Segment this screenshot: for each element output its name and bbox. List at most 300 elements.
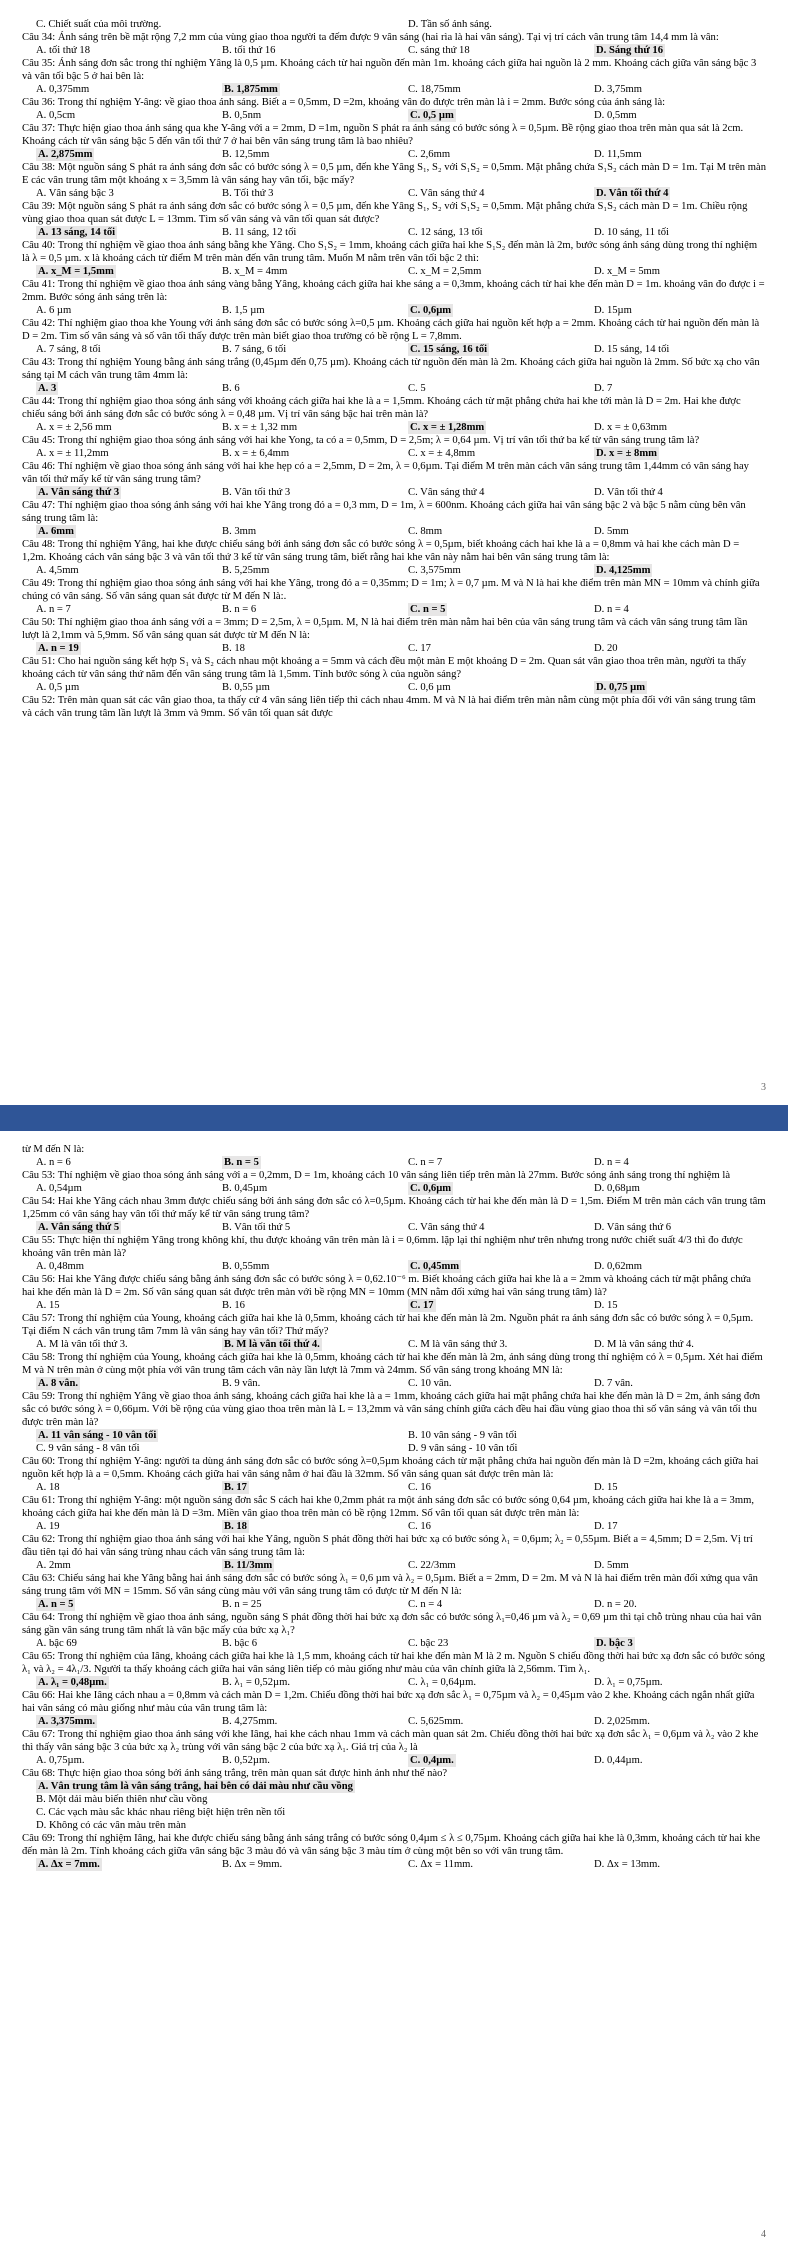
highlighted-answer: C. 0,6µm [410, 305, 452, 316]
highlighted-answer: D. 0,75 µm [596, 682, 646, 693]
highlighted-answer: A. Δx = 7mm. [38, 1859, 100, 1870]
option-text: A. 0,5 µm [36, 682, 80, 693]
answer-option [580, 187, 766, 200]
option-text: C. sáng thứ 18 [408, 45, 470, 56]
answer-options [22, 1598, 766, 1611]
answer-option-line [22, 1819, 766, 1832]
answer-options [22, 1442, 766, 1455]
answer-option [580, 1559, 766, 1572]
answer-option [394, 148, 580, 161]
answer-option [208, 1156, 394, 1169]
option-text: D. λ₁ = 0,75µm. [594, 1677, 663, 1688]
option-text: C. Các vạch màu sắc khác nhau riêng biệt hiện trên nền tối [36, 1807, 286, 1818]
answer-option [208, 1637, 394, 1650]
option-text: D. 15 sáng, 14 tối [594, 344, 670, 355]
answer-option [22, 109, 208, 122]
option-text: D. Vân sáng thứ 6 [594, 1222, 672, 1233]
answer-option [22, 1377, 208, 1390]
highlighted-answer: D. x = ± 8mm [596, 448, 657, 459]
option-text: B. 6 [222, 383, 240, 394]
answer-options [22, 603, 766, 616]
answer-options [22, 525, 766, 538]
answer-option [394, 187, 580, 200]
answer-option [22, 1481, 208, 1494]
highlighted-answer: C. 0,4µm. [410, 1755, 454, 1766]
answer-option [580, 44, 766, 57]
option-text: C. x_M = 2,5mm [408, 266, 482, 277]
answer-option [22, 1338, 208, 1351]
document-page-1 [0, 0, 788, 1105]
option-text: D. 7 [594, 383, 613, 394]
answer-option [394, 1338, 580, 1351]
answer-option [394, 1598, 580, 1611]
answer-option-line [22, 1780, 766, 1793]
question-text: Câu 68: Thực hiện giao thoa sóng bởi ánh sáng trắng, trên màn quan sát được hình ảnh như thế nào? [22, 1768, 448, 1779]
option-text: D. n = 4 [594, 1157, 629, 1168]
answer-option [22, 304, 208, 317]
option-text: B. 9 vân. [222, 1378, 261, 1389]
answer-option [394, 486, 580, 499]
page-separator [0, 1105, 788, 1131]
question-text: Câu 51: Cho hai nguồn sáng kết hợp S₁ và S₂ cách nhau một khoảng a = 5mm và cách đều một màn E một khoảng D = 2m. Quan sát vân giao thoa trên màn, người ta thấy khoảng cách từ vân sáng thứ năm đến vân sáng trung tâm là 1,5mm. Tính bước sóng λ của nguồn sáng? [22, 656, 747, 680]
answer-option [22, 343, 208, 356]
answer-option [22, 1676, 208, 1689]
option-text: A. Vân sáng bậc 3 [36, 188, 114, 199]
highlighted-answer: B. 1,875mm [224, 84, 278, 95]
highlighted-answer: C. 0,45mm [410, 1261, 460, 1272]
option-text: B. 0,55 µm [222, 682, 270, 693]
highlighted-answer: A. 11 vân sáng - 10 vân tối [38, 1430, 157, 1441]
answer-option [394, 1559, 580, 1572]
answer-option [580, 486, 766, 499]
answer-option [22, 1429, 394, 1442]
option-text: A. 2mm [36, 1560, 71, 1571]
option-text: B. tối thứ 16 [222, 45, 276, 56]
answer-option [580, 1520, 766, 1533]
highlighted-answer: B. n = 5 [224, 1157, 259, 1168]
option-text: B. 10 vân sáng - 9 vân tối [408, 1430, 517, 1441]
highlighted-answer: A. 6mm [38, 526, 74, 537]
option-text: B. 11 sáng, 12 tối [222, 227, 297, 238]
answer-option [22, 1559, 208, 1572]
option-text: D. 15 [594, 1300, 618, 1311]
answer-option [208, 642, 394, 655]
highlighted-answer: A. Vân sáng thứ 5 [38, 1222, 120, 1233]
question-text: Câu 37: Thực hiện giao thoa ánh sáng qua khe Y-âng với a = 2mm, D =1m, nguồn S phát ra ánh sáng có bước sóng λ = 0,5µm. Bề rộng giao thoa trên màn qua sát là 2cm. Khoảng cách từ vân sáng bậc 5 đến vân tối thứ 7 ở hai bên vân sáng trung tâm là bao nhiêu? [22, 123, 744, 147]
answer-option [22, 187, 208, 200]
answer-option [208, 1676, 394, 1689]
option-text: B. 3mm [222, 526, 257, 537]
answer-option [208, 1377, 394, 1390]
option-text: D. 17 [594, 1521, 618, 1532]
answer-option [208, 1715, 394, 1728]
answer-options [22, 148, 766, 161]
option-text: B. 5,25mm [222, 565, 270, 576]
option-text: C. bậc 23 [408, 1638, 449, 1649]
answer-option [208, 343, 394, 356]
answer-option [22, 1182, 208, 1195]
highlighted-answer: D. Vân tối thứ 4 [596, 188, 669, 199]
answer-options [22, 1377, 766, 1390]
answer-option [22, 603, 208, 616]
option-text: D. Δx = 13mm. [594, 1859, 661, 1870]
answer-option [208, 187, 394, 200]
answer-option [208, 265, 394, 278]
question-text: Câu 43: Trong thí nghiệm Young bằng ánh sáng trắng (0,45µm đến 0,75 µm). Khoảng cách từ nguồn đến màn là 2m. Khoảng cách giữa hai nguồn là 2mm. Số bức xạ cho vân sáng tại M cách vân trung tâm 4mm là: [22, 357, 760, 381]
answer-options [22, 421, 766, 434]
option-text: B. bậc 6 [222, 1638, 258, 1649]
answer-option [208, 1481, 394, 1494]
answer-option [22, 447, 208, 460]
answer-option [580, 1299, 766, 1312]
option-text: A. 0,54µm [36, 1183, 82, 1194]
answer-options [22, 1260, 766, 1273]
answer-options [22, 83, 766, 96]
answer-option [394, 1858, 580, 1871]
question-text: Câu 67: Trong thí nghiệm giao thoa ánh sáng với khe Iâng, hai khe cách nhau 1mm và cách màn quan sát 2m. Chiếu đồng thời hai bức xạ đơn sắc λ₁ = 0,6µm và λ₂ vào 2 khe thì thấy vân sáng bậc 3 của bức xạ λ₂ trùng với vân sáng bậc 2 của bức xạ λ₁. Giá trị của λ₂ là [22, 1729, 759, 1753]
answer-option [394, 343, 580, 356]
highlighted-answer: C. 15 sáng, 16 tối [410, 344, 488, 355]
answer-option [580, 564, 766, 577]
answer-option [580, 148, 766, 161]
option-text: B. 0,55mm [222, 1261, 270, 1272]
option-text: A. 18 [36, 1482, 60, 1493]
answer-options [22, 265, 766, 278]
answer-option [394, 525, 580, 538]
answer-option [580, 1858, 766, 1871]
answer-option [22, 421, 208, 434]
option-text: D. 5mm [594, 1560, 629, 1571]
answer-option [208, 44, 394, 57]
option-text: D. 9 vân sáng - 10 vân tối [408, 1443, 518, 1454]
answer-option [580, 525, 766, 538]
answer-option [580, 1260, 766, 1273]
answer-options [22, 1221, 766, 1234]
answer-option [22, 148, 208, 161]
option-text: A. bậc 69 [36, 1638, 77, 1649]
answer-option [394, 1156, 580, 1169]
answer-option [22, 1156, 208, 1169]
option-text: C. 0,6 µm [408, 682, 451, 693]
option-text: C. 22/3mm [408, 1560, 456, 1571]
option-text: A. n = 7 [36, 604, 71, 615]
page-number: 3 [761, 1082, 766, 1093]
highlighted-answer: A. 2,875mm [38, 149, 93, 160]
highlighted-answer: A. n = 5 [38, 1599, 74, 1610]
answer-options [22, 187, 766, 200]
option-text: C. n = 4 [408, 1599, 443, 1610]
option-text: C. Chiết suất của môi trường. [36, 19, 162, 30]
answer-option [208, 564, 394, 577]
answer-option [580, 421, 766, 434]
option-text: D. Tần số ánh sáng. [408, 19, 492, 30]
answer-option [22, 1520, 208, 1533]
answer-option [580, 1754, 766, 1767]
option-text: C. 16 [408, 1521, 431, 1532]
option-text: A. 0,48mm [36, 1261, 84, 1272]
answer-option [394, 1429, 766, 1442]
answer-options [22, 1481, 766, 1494]
option-text: D. n = 20. [594, 1599, 637, 1610]
answer-option [394, 1260, 580, 1273]
answer-option [580, 1481, 766, 1494]
answer-options [22, 1182, 766, 1195]
answer-option [394, 603, 580, 616]
answer-options [22, 1858, 766, 1871]
highlighted-answer: C. x = ± 1,28mm [410, 422, 485, 433]
answer-options [22, 1676, 766, 1689]
option-text: C. Δx = 11mm. [408, 1859, 474, 1870]
option-text: B. n = 6 [222, 604, 257, 615]
question-text: Câu 39: Một nguồn sáng S phát ra ánh sáng đơn sắc có bước sóng λ = 0,5 µm, đến khe Yâng S₁, S₂ với S₁S₂ = 0,5mm. Mặt phẳng chứa S₁S₂ cách màn D = 1m. Chiều rộng vùng giao thoa quan sát được L = 13mm. Tìm số vân sáng và vân tối quan sát được? [22, 201, 748, 225]
option-text: C. M là vân sáng thứ 3. [408, 1339, 508, 1350]
question-text: Câu 34: Ánh sáng trên bề mặt rộng 7,2 mm của vùng giao thoa người ta đếm được 9 vân sáng (hai rìa là hai vân sáng). Tại vị trí cách vân trung tâm 14,4 mm là vân: [22, 32, 719, 43]
answer-option [580, 681, 766, 694]
question-text: Câu 45: Trong thí nghiệm giao thoa sóng ánh sáng với hai khe Yong, ta có a = 0,5mm, D = 2,5m; λ = 0,64 µm. Vị trí vân tối thứ ba kể từ vân sáng trung tâm là? [22, 435, 700, 446]
option-text: A. 4,5mm [36, 565, 79, 576]
answer-option [580, 1156, 766, 1169]
option-text: D. 7 vân. [594, 1378, 633, 1389]
answer-option [208, 109, 394, 122]
option-text: A. x = ± 11,2mm [36, 448, 109, 459]
answer-option [580, 1637, 766, 1650]
option-text: C. 12 sáng, 13 tối [408, 227, 483, 238]
answer-option [394, 421, 580, 434]
option-text: A. tối thứ 18 [36, 45, 91, 56]
answer-option [22, 1299, 208, 1312]
option-text: C. 2,6mm [408, 149, 451, 160]
answer-options [22, 18, 766, 31]
question-text: từ M đến N là: [22, 1144, 85, 1155]
option-text: B. λ₁ = 0,52µm. [222, 1677, 290, 1688]
question-text: Câu 57: Trong thí nghiệm của Young, khoảng cách giữa hai khe là 0,5mm, khoảng cách từ hai khe đến màn là 2m. Nguồn phát ra ánh sáng đơn sắc có bước sóng λ = 0,5µm. Tại điểm N cách vân trung tâm 7mm là vân sáng hay vân tối? Thứ mấy? [22, 1313, 754, 1337]
answer-options [22, 486, 766, 499]
answer-option [394, 447, 580, 460]
highlighted-answer: D. 4,125mm [596, 565, 651, 576]
answer-option [208, 1182, 394, 1195]
question-text: Câu 35: Ánh sáng đơn sắc trong thí nghiệm Yâng là 0,5 µm. Khoảng cách từ hai nguồn đến màn 1m. khoảng cách giữa hai nguồn là 2 mm. Khoảng cách giữa vân sáng bậc 3 và vân tối bậc 5 ở hai bên là: [22, 58, 757, 82]
answer-option [580, 83, 766, 96]
answer-options [22, 44, 766, 57]
answer-options [22, 447, 766, 460]
option-text: B. 0,52µm. [222, 1755, 270, 1766]
answer-option [394, 1377, 580, 1390]
answer-option [394, 304, 580, 317]
question-text: Câu 60: Trong thí nghiệm Y-âng: người ta dùng ánh sáng đơn sắc có bước sóng λ=0,5µm khoảng cách từ mặt phẳng chứa hai nguồn đến màn là D =2m, khoảng cách giữa hai nguồn kết hợp là a = 0,5mm. Khoảng cách giữa hai vân sáng nằm ở hai đầu là 32mm. Số vân sáng quan sát được trên màn là: [22, 1456, 759, 1480]
question-text: Câu 40: Trong thí nghiệm về giao thoa ánh sáng bằng khe Yâng. Cho S₁S₂ = 1mm, khoảng cách giữa hai khe S₁S₂ đến màn là 2m, bước sóng ánh sáng dùng trong thí nghiệm là λ = 0,5 µm. x là khoảng cách từ điểm M trên màn đến vân trung tâm. Muốn M nằm trên vân tối bậc 2 thì: [22, 240, 758, 264]
highlighted-answer: A. x_M = 1,5mm [38, 266, 114, 277]
question-text: Câu 54: Hai khe Yâng cách nhau 3mm được chiếu sáng bởi ánh sáng đơn sắc có λ=0,5µm. Khoảng cách từ hai khe đến màn là D = 1,5m. Điểm M trên màn cách vân trung tâm 1,25mm có vân sáng hay vân tối thứ mấy kể từ vân sáng trung tâm? [22, 1196, 766, 1220]
option-text: B. x_M = 4mm [222, 266, 288, 277]
answer-option [22, 1858, 208, 1871]
option-text: B. x = ± 6,4mm [222, 448, 290, 459]
answer-option [580, 642, 766, 655]
question-text: Câu 53: Thí nghiệm về giao thoa sóng ánh sáng với a = 0,2mm, D = 1m, khoảng cách 10 vân sáng liên tiếp trên màn là 27mm. Bước sóng ánh sáng trong thí nghiệm là [22, 1170, 731, 1181]
question-text: Câu 47: Thí nghiệm giao thoa sóng ánh sáng với hai khe Yâng trong đó a = 0,3 mm, D = 1m, λ = 600nm. Khoảng cách giữa hai vân sáng bậc 2 và bậc 5 nằm cùng bên vân sáng trung tâm là: [22, 500, 746, 524]
answer-option [394, 265, 580, 278]
option-text: D. 11,5mm [594, 149, 642, 160]
question-text: Câu 55: Thực hiện thí nghiệm Yâng trong không khí, thu được khoảng vân trên màn là i = 0,6mm. lặp lại thí nghiệm như trên nhưng trong nước chiết suất 4/3 thì đo được khoảng vân trên màn là? [22, 1235, 743, 1259]
question-text: Câu 58: Trong thí nghiệm của Young, khoảng cách giữa hai khe là 0,5mm, khoảng cách từ hai khe đến màn là 2m, ánh sáng dùng trong thí nghiệm có λ = 0,5µm. Xét hai điểm M và N trên màn ở cùng một phía với vân trung tâm cách vân này lần lượt là 7mm và 24mm. Số vân sáng trong khoảng MN là: [22, 1352, 763, 1376]
question-text: Câu 38: Một nguồn sáng S phát ra ánh sáng đơn sắc có bước sóng λ = 0,5 µm, đến khe Yâng S₁, S₂ với S₁S₂ = 0,5mm. Mặt phẳng chứa S₁S₂ cách màn D = 1m. Tại M trên màn E các vân trung tâm một khoảng x = 3,5mm là vân sáng hay vân tối, bậc mấy? [22, 162, 766, 186]
answer-options [22, 1156, 766, 1169]
option-text: B. 16 [222, 1300, 245, 1311]
answer-options [22, 1559, 766, 1572]
answer-option [580, 1377, 766, 1390]
option-text: D. 15 [594, 1482, 618, 1493]
highlighted-answer: A. λ₁ = 0,48µm. [38, 1677, 107, 1688]
option-text: A. 0,75µm. [36, 1755, 85, 1766]
answer-option [208, 1559, 394, 1572]
question-text: Câu 48: Trong thí nghiệm Yâng, hai khe được chiếu sáng bởi ánh sáng đơn sắc có bước sóng λ = 0,5µm, biết khoảng cách hai khe là a = 0,8mm và hai khe cách màn D = 1,2m. Khoảng cách vân sáng bậc 3 và vân tối thứ 3 kể từ vân sáng trung tâm, biết rằng hai khe vân này nằm hai bên vân sáng trung tâm là: [22, 539, 740, 563]
answer-option [22, 1442, 394, 1455]
question-text: Câu 41: Trong thí nghiệm về giao thoa ánh sáng vàng bằng Yâng, khoảng cách giữa hai khe sáng a = 0,3mm, khoảng cách từ hai khe đến màn D = 1m. khoảng vân đo được i = 2mm. Bước sóng ánh sáng trên là: [22, 279, 765, 303]
answer-option [208, 83, 394, 96]
highlighted-answer: C. 0,5 µm [410, 110, 454, 121]
answer-option [22, 1598, 208, 1611]
highlighted-answer: A. 3 [38, 383, 57, 394]
question-text: Câu 52: Trên màn quan sát các vân giao thoa, ta thấy cứ 4 vân sáng liên tiếp thì cách nhau 4mm. M và N là hai điểm trên màn nằm cùng một phía đối với vân sáng trung tâm và cách vân trung tâm lần lượt là 3mm và 9mm. Số vân tối quan sát được [22, 695, 756, 719]
option-text: B. 18 [222, 643, 245, 654]
answer-option [22, 18, 394, 31]
answer-option [208, 1221, 394, 1234]
option-text: B. Vân tối thứ 5 [222, 1222, 291, 1233]
answer-option [22, 525, 208, 538]
answer-option [580, 265, 766, 278]
answer-option [22, 681, 208, 694]
option-text: A. 6 µm [36, 305, 72, 316]
option-text: B. 12,5mm [222, 149, 270, 160]
highlighted-answer: B. 11/3mm [224, 1560, 273, 1571]
answer-options [22, 642, 766, 655]
highlighted-answer: A. 8 vân. [38, 1378, 79, 1389]
answer-option [394, 1520, 580, 1533]
answer-option-line [22, 1806, 766, 1819]
answer-option [208, 1299, 394, 1312]
question-text: Câu 62: Trong thí nghiệm giao thoa ánh sáng với hai khe Yâng, nguồn S phát đồng thời hai bức xạ có bước sóng λ₁ = 0,6µm; λ₂ = 0,55µm. Biết a = 4,5mm; D = 2,5m. Vị trí đầu tiên tại đó hai vân sáng trùng nhau cách vân sáng trung tâm là: [22, 1534, 753, 1558]
option-text: C. 8mm [408, 526, 443, 537]
answer-option [580, 1676, 766, 1689]
answer-option [22, 44, 208, 57]
option-text: C. n = 7 [408, 1157, 443, 1168]
answer-options [22, 226, 766, 239]
option-text: B. Một dải màu biến thiên như cầu vồng [36, 1794, 208, 1805]
answer-option [394, 83, 580, 96]
answer-option [208, 1754, 394, 1767]
highlighted-answer: A. 13 sáng, 14 tối [38, 227, 116, 238]
answer-option [394, 1221, 580, 1234]
highlighted-answer: B. 17 [224, 1482, 247, 1493]
option-text: B. 7 sáng, 6 tối [222, 344, 287, 355]
option-text: D. 5mm [594, 526, 629, 537]
answer-option [208, 486, 394, 499]
answer-option [394, 681, 580, 694]
option-text: C. 5 [408, 383, 426, 394]
option-text: C. 10 vân. [408, 1378, 452, 1389]
answer-option [394, 1676, 580, 1689]
page-2-content [22, 1143, 766, 1871]
page-1-content [22, 18, 766, 720]
highlighted-answer: B. M là vân tối thứ 4. [224, 1339, 320, 1350]
question-text: Câu 46: Thí nghiệm về giao thoa sóng ánh sáng với hai khe hẹp có a = 2,5mm, D = 2m, λ = 0,6µm. Tại điểm M trên màn cách vân sáng trung tâm 1,44mm có vân sáng hay vân tối thứ mấy kể từ vân sáng trung tâm? [22, 461, 749, 485]
answer-option [580, 304, 766, 317]
question-text: Câu 63: Chiếu sáng hai khe Yâng bằng hai ánh sáng đơn sắc có bước sóng λ₁ = 0,6 µm và λ₂ = 0,5µm. Biết a = 2mm, D = 2m. M và N là hai điểm trên màn đối xứng qua vân sáng trung tâm với MN = 15mm. Số vân sáng cùng màu với vân sáng trung tâm có được từ M đến N là: [22, 1573, 758, 1597]
option-text: C. Vân sáng thứ 4 [408, 1222, 485, 1233]
answer-option [580, 382, 766, 395]
answer-options [22, 343, 766, 356]
option-text: B. n = 25 [222, 1599, 262, 1610]
option-text: C. 5,625mm. [408, 1716, 464, 1727]
answer-option [394, 226, 580, 239]
answer-option [208, 525, 394, 538]
option-text: C. 16 [408, 1482, 431, 1493]
highlighted-answer: D. Sáng thứ 16 [596, 45, 663, 56]
answer-option [208, 447, 394, 460]
answer-options [22, 109, 766, 122]
option-text: D. 10 sáng, 11 tối [594, 227, 669, 238]
highlighted-answer: C. 17 [410, 1300, 434, 1311]
option-text: C. 3,575mm [408, 565, 461, 576]
answer-options [22, 304, 766, 317]
answer-option [394, 109, 580, 122]
option-text: D. M là vân sáng thứ 4. [594, 1339, 694, 1350]
answer-option [394, 1299, 580, 1312]
question-text: Câu 61: Trong thí nghiệm Y-âng: một nguồn sáng đơn sắc S cách hai khe 0,2mm phát ra một ánh sáng đơn sắc có bước sóng 0,64 µm, khoảng cách giữa hai khe là a = 3mm, khoảng cách giữa hai khe đến màn là D =3m. Miền vân giao thoa trên màn có bề rộng 12mm. Số vân tối quan sát được trên màn là: [22, 1495, 754, 1519]
option-text: B. Δx = 9mm. [222, 1859, 283, 1870]
answer-options [22, 1715, 766, 1728]
answer-option [22, 1715, 208, 1728]
answer-options [22, 382, 766, 395]
answer-option [208, 1598, 394, 1611]
question-text: Câu 44: Trong thí nghiệm giao thoa sóng ánh sáng với khoảng cách giữa hai khe là a = 1,5mm. Khoảng cách từ mặt phẳng chứa hai khe tới màn là D = 2m. Hai khe được chiếu sáng bởi ánh sáng đơn sắc có bước sóng λ = 0,48 µm. Vị trí vân sáng bậc hai trên màn là? [22, 396, 741, 420]
answer-options [22, 681, 766, 694]
option-text: A. 0,5cm [36, 110, 76, 121]
option-text: A. 19 [36, 1521, 60, 1532]
option-text: A. 7 sáng, 8 tối [36, 344, 101, 355]
question-text: Câu 50: Thí nghiệm giao thoa ánh sáng với a = 3mm; D = 2,5m, λ = 0,5µm. M, N là hai điểm trên màn nằm hai bên của vân sáng trung tâm và cách vân sáng trung tâm lần lượt là 2,1mm và 5,9mm. Số vân sáng quan sát được từ M đến N là: [22, 617, 748, 641]
answer-option [22, 1637, 208, 1650]
answer-options [22, 1429, 766, 1442]
answer-option [22, 226, 208, 239]
option-text: B. Tối thứ 3 [222, 188, 274, 199]
option-text: B. 0,5nm [222, 110, 262, 121]
option-text: C. 18,75mm [408, 84, 461, 95]
document-page-2 [0, 1131, 788, 2251]
option-text: A. x = ± 2,56 mm [36, 422, 112, 433]
answer-option [580, 1182, 766, 1195]
option-text: C. x = ± 4,8mm [408, 448, 476, 459]
answer-option [580, 109, 766, 122]
answer-option [22, 1221, 208, 1234]
option-text: C. Vân sáng thứ 4 [408, 188, 485, 199]
answer-option [580, 1715, 766, 1728]
answer-options [22, 1338, 766, 1351]
answer-option [22, 265, 208, 278]
answer-option [394, 1754, 580, 1767]
option-text: A. n = 6 [36, 1157, 71, 1168]
highlighted-answer: C. n = 5 [410, 604, 446, 615]
answer-option [22, 486, 208, 499]
answer-option [208, 681, 394, 694]
answer-option [22, 564, 208, 577]
option-text: B. Vân tối thứ 3 [222, 487, 291, 498]
answer-option [22, 382, 208, 395]
answer-options [22, 1299, 766, 1312]
highlighted-answer: D. bậc 3 [596, 1638, 633, 1649]
answer-option [580, 447, 766, 460]
answer-option-line [22, 1793, 766, 1806]
option-text: D. x = ± 0,63mm [594, 422, 667, 433]
